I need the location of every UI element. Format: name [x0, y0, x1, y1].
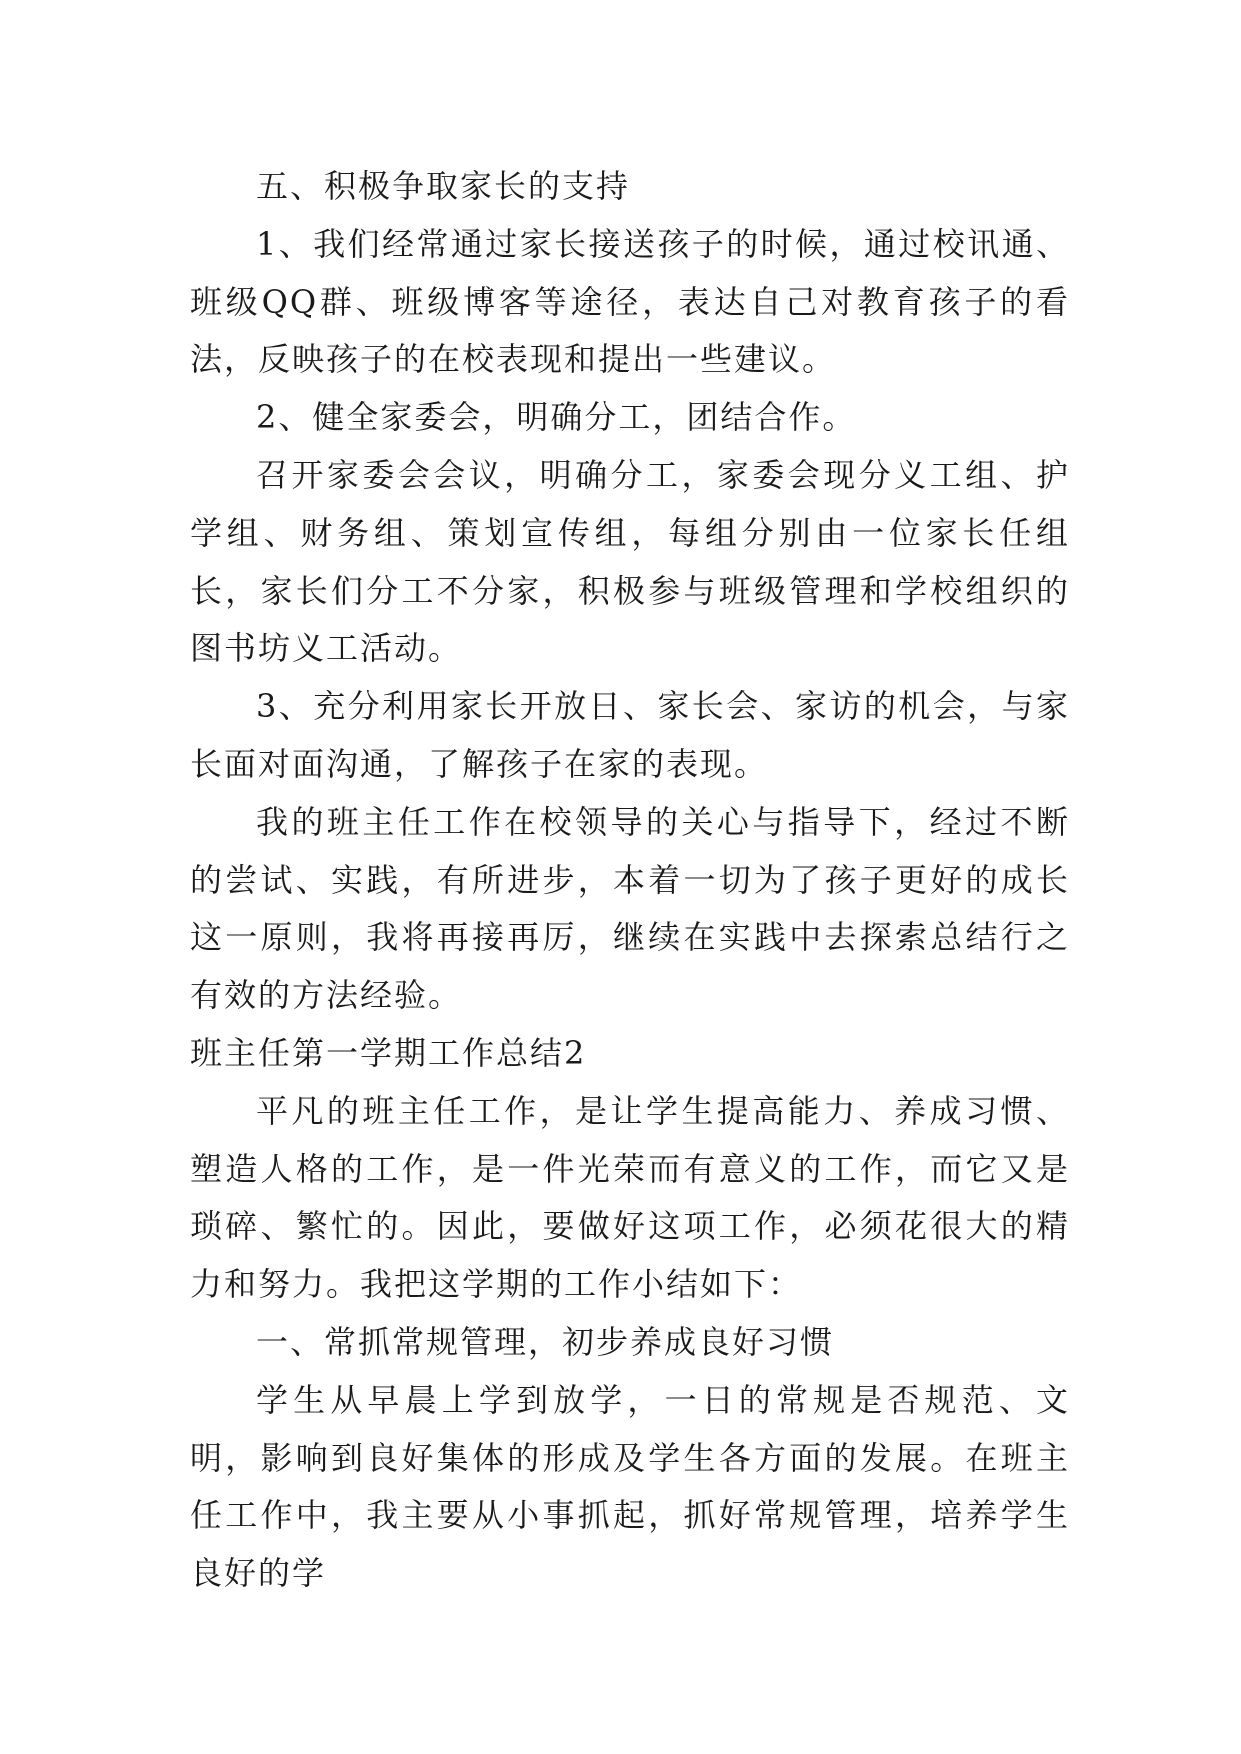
document-body — [190, 158, 1070, 1603]
section-heading-five: 五、积极争取家长的支持 — [256, 167, 631, 205]
document-title-2: 班主任第一学期工作总结2 — [190, 1033, 587, 1072]
paragraph-item-2: 2、健全家委会，明确分工，团结合作。 — [256, 398, 857, 437]
paragraph-item-3: 3、充分利用家长开放日、家长会、家访的机会，与家长面对面沟通，了解孩子在家的表现。 — [190, 687, 1070, 783]
paragraph-routine: 学生从早晨上学到放学，一日的常规是否规范、文明，影响到良好集体的形成及学生各方面的发展。在班主任工作中，我主要从小事抓起，抓好常规管理，培养学生良好的学 — [190, 1380, 1070, 1593]
paragraph-item-1: 1、我们经常通过家长接送孩子的时候，通过校讯通、班级QQ群、班级博客等途径，表达自己对教育孩子的看法，反映孩子的在校表现和提出一些建议。 — [190, 224, 1070, 379]
paragraph-intro: 平凡的班主任工作，是让学生提高能力、养成习惯、塑造人格的工作，是一件光荣而有意义的工作，而它又是琐碎、繁忙的。因此，要做好这项工作，必须花很大的精力和努力。我把这学期的工作小结如下： — [190, 1091, 1070, 1304]
paragraph-conclusion: 我的班主任工作在校领导的关心与指导下，经过不断的尝试、实践，有所进步，本着一切为了孩子更好的成长这一原则，我将再接再厉，继续在实践中去探索总结行之有效的方法经验。 — [190, 802, 1070, 1015]
section-heading-one: 一、常抓常规管理，初步养成良好习惯 — [256, 1322, 835, 1361]
paragraph-committee: 召开家委会会议，明确分工，家委会现分义工组、护学组、财务组、策划宣传组，每组分别由一位家长任组长，家长们分工不分家，积极参与班级管理和学校组织的图书坊义工活动。 — [190, 455, 1070, 668]
